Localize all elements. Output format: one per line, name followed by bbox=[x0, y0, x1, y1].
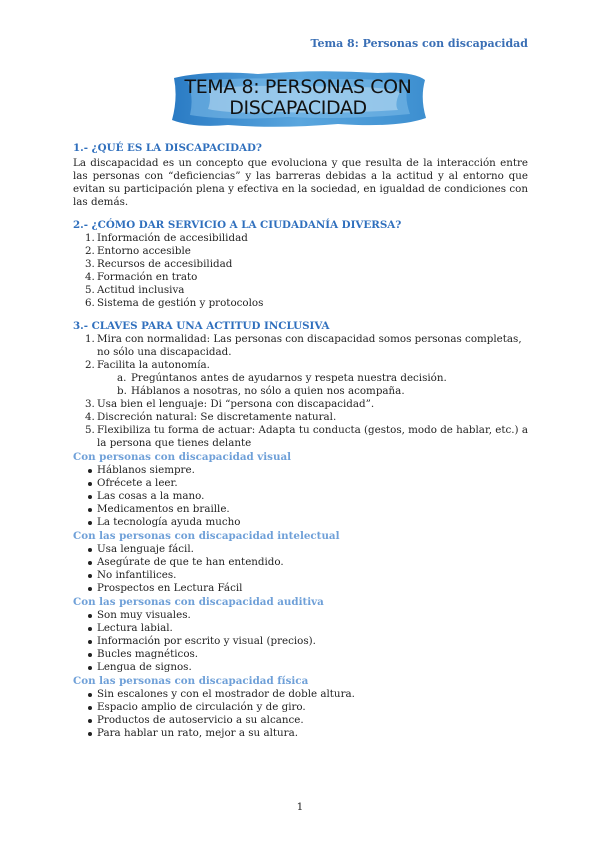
running-header: Tema 8: Personas con discapacidad bbox=[310, 37, 528, 50]
list-item: 5. Flexibiliza tu forma de actuar: Adapta tu conducta (gestos, modo de hablar, etc.) a la persona que tienes delante bbox=[85, 424, 528, 449]
section-2-heading: 2.- ¿CÓMO DAR SERVICIO A LA CIUDADANÍA DIVERSA? bbox=[73, 219, 402, 231]
section-1-heading: 1.- ¿QUÉ ES LA DISCAPACIDAD? bbox=[73, 142, 262, 154]
section-1-paragraph: La discapacidad es un concepto que evoluciona y que resulta de la interacción entre las personas con “deficiencias” y las barreras debidas a la actitud y al entorno que evitan su participación plena y efectiva en la sociedad, en igualdad de condiciones con las demás. bbox=[73, 157, 528, 208]
keys-list bbox=[73, 333, 528, 372]
list-item: 2. Facilita la autonomía. bbox=[85, 359, 210, 371]
sub-list-item: b. Háblanos a nosotras, no sólo a quien nos acompaña. bbox=[117, 385, 405, 397]
page-title bbox=[168, 77, 428, 119]
autonomy-sublist bbox=[73, 372, 528, 398]
list-item: 4. Formación en trato bbox=[85, 271, 198, 283]
list-item: No infantilices. bbox=[73, 569, 528, 582]
list-item: 6. Sistema de gestión y protocolos bbox=[85, 297, 264, 309]
document-body bbox=[73, 142, 528, 740]
list-item: Son muy visuales. bbox=[73, 609, 528, 622]
intellectual-list bbox=[73, 543, 528, 595]
section-3-heading: 3.- CLAVES PARA UNA ACTITUD INCLUSIVA bbox=[73, 320, 330, 332]
list-item: La tecnología ayuda mucho bbox=[73, 516, 528, 529]
list-item: Lengua de signos. bbox=[73, 661, 528, 674]
list-item: Asegúrate de que te han entendido. bbox=[73, 556, 528, 569]
list-item: Bucles magnéticos. bbox=[73, 648, 528, 661]
auditory-list bbox=[73, 609, 528, 674]
sub-list-item: a. Pregúntanos antes de ayudarnos y respeta nuestra decisión. bbox=[117, 372, 447, 384]
list-item: Para hablar un rato, mejor a su altura. bbox=[73, 727, 528, 740]
page-number: 1 bbox=[296, 801, 304, 813]
auditory-group-heading: Con las personas con discapacidad auditiva bbox=[73, 596, 324, 608]
list-item: 2. Entorno accesible bbox=[85, 245, 191, 257]
list-item: Información por escrito y visual (precios). bbox=[73, 635, 528, 648]
list-item: 3. Usa bien el lenguaje: Di “persona con discapacidad”. bbox=[85, 398, 375, 410]
list-item: Prospectos en Lectura Fácil bbox=[73, 582, 528, 595]
physical-list bbox=[73, 688, 528, 740]
title-banner bbox=[168, 68, 428, 130]
list-item: 3. Recursos de accesibilidad bbox=[85, 258, 233, 270]
list-item: Medicamentos en braille. bbox=[73, 503, 528, 516]
intellectual-group-heading: Con las personas con discapacidad intelectual bbox=[73, 530, 340, 542]
visual-group-heading: Con personas con discapacidad visual bbox=[73, 451, 292, 463]
service-list bbox=[73, 232, 528, 310]
list-item: Usa lenguaje fácil. bbox=[73, 543, 528, 556]
list-item: Ofrécete a leer. bbox=[73, 477, 528, 490]
physical-group-heading: Con las personas con discapacidad física bbox=[73, 675, 309, 687]
keys-list-continued bbox=[73, 398, 528, 450]
list-item: Productos de autoservicio a su alcance. bbox=[73, 714, 528, 727]
list-item: Háblanos siempre. bbox=[73, 464, 528, 477]
list-item: 1. Información de accesibilidad bbox=[85, 232, 248, 244]
list-item: Sin escalones y con el mostrador de doble altura. bbox=[73, 688, 528, 701]
title-line-2: DISCAPACIDAD bbox=[229, 97, 367, 119]
list-item: Espacio amplio de circulación y de giro. bbox=[73, 701, 528, 714]
visual-list bbox=[73, 464, 528, 529]
list-item: 1. Mira con normalidad: Las personas con discapacidad somos personas completas, no sólo una discapacidad. bbox=[85, 333, 522, 358]
list-item: 5. Actitud inclusiva bbox=[85, 284, 185, 296]
title-line-1: TEMA 8: PERSONAS CON bbox=[184, 76, 412, 98]
list-item: Lectura labial. bbox=[73, 622, 528, 635]
list-item: Las cosas a la mano. bbox=[73, 490, 528, 503]
list-item: 4. Discreción natural: Se discretamente natural. bbox=[85, 411, 337, 423]
